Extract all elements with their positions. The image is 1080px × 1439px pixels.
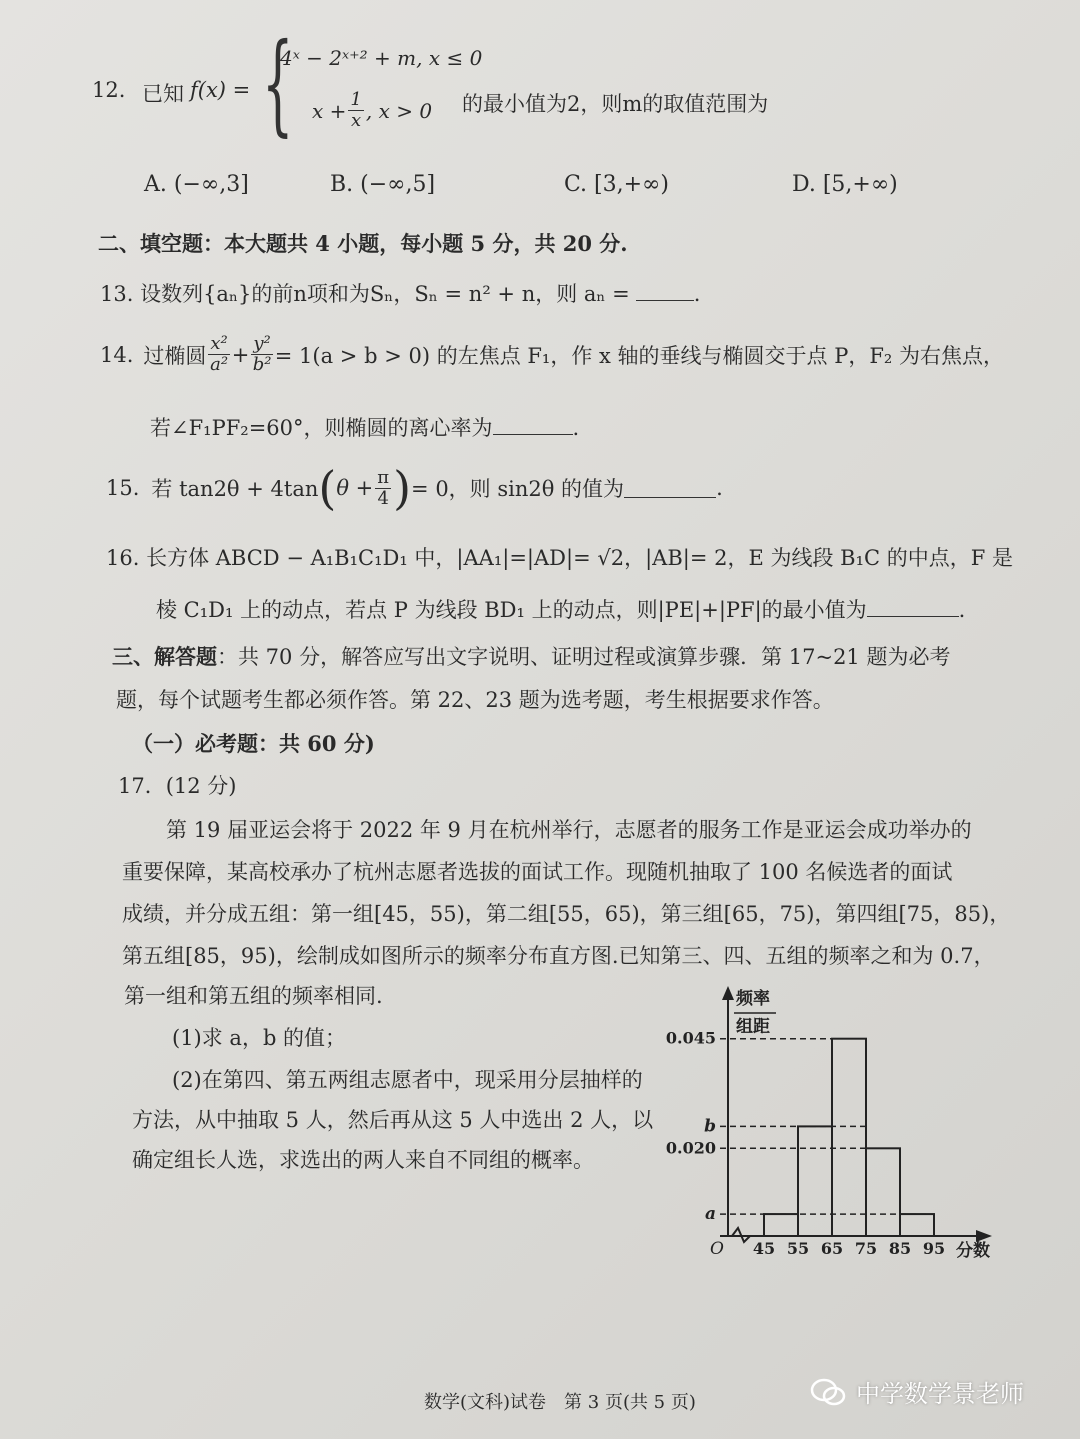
- q13-end: .: [693, 282, 701, 306]
- q12-fraction: [348, 90, 363, 131]
- q15-pi-den: 4: [377, 487, 389, 509]
- q14-number: 14.: [100, 342, 134, 367]
- q16-line2: [156, 594, 965, 624]
- q15-pi-num: π: [377, 466, 390, 488]
- histogram-x-axis-label: 分数: [956, 1241, 990, 1261]
- q12-case2-left: x +: [312, 98, 347, 123]
- q15-pre: 若 tan2θ + 4tan: [151, 477, 319, 501]
- q13-blank: [636, 282, 694, 301]
- q14-post: = 1(a > b > 0) 的左焦点 F₁，作 x 轴的垂线与椭圆交于点 P，F₂ 为右焦点，: [274, 343, 1005, 368]
- histogram-y-arrow: [722, 986, 734, 1000]
- q16-blank: [867, 598, 959, 617]
- q17-p4: 第五组[85，95)，绘制成如图所示的频率分布直方图.已知第三、四、五组的频率之和为 0.7，: [122, 944, 995, 968]
- section2-heading: 二、填空题：本大题共 4 小题，每小题 5 分，共 20 分.: [98, 231, 628, 256]
- section3-line1-rest: ：共 70 分，解答应写出文字说明、证明过程或演算步骤．第 17~21 题为必考: [217, 645, 951, 669]
- histogram-x-tick-label: 95: [922, 1239, 946, 1258]
- q15-right-paren: ): [393, 461, 412, 515]
- q14-end: .: [572, 416, 580, 440]
- q16-end: .: [958, 598, 966, 622]
- q12-frac-num: 1: [350, 89, 362, 110]
- histogram-bar: [832, 1039, 866, 1236]
- histogram-bar: [764, 1214, 798, 1236]
- q14-frac-y-num: y²: [253, 333, 271, 354]
- q13-body: 13. 设数列{aₙ}的前n项和为Sₙ，Sₙ = n² + n，则 aₙ =: [100, 282, 630, 306]
- section3-line2: 题，每个试题考生都必须作答。第 22、23 题为选考题，考生根据要求作答。: [116, 688, 834, 712]
- q14-frac-y: [251, 334, 272, 375]
- section3-heading: 三、解答题: [112, 644, 217, 669]
- q14-plus: +: [231, 342, 250, 367]
- q12-option-b: B. (−∞,5]: [330, 172, 436, 197]
- q12-tail: 的最小值为2，则m的取值范围为: [462, 92, 769, 116]
- q14-blank: [493, 416, 573, 435]
- histogram-x-tick-label: 55: [786, 1239, 810, 1258]
- q12-option-d: D. [5,+∞): [792, 172, 898, 197]
- histogram-x-tick-label: 85: [888, 1239, 912, 1258]
- q14-line2-text: 若∠F₁PF₂=60°，则椭圆的离心率为: [150, 416, 493, 440]
- q15-blank: [624, 479, 716, 498]
- histogram-y-tick-label: a: [704, 1204, 716, 1225]
- histogram-y-label-bottom: 组距: [736, 1017, 770, 1037]
- watermark: [810, 1374, 1024, 1409]
- q14-frac-x-num: x²: [210, 333, 228, 354]
- q15-left-paren: (: [318, 461, 337, 515]
- q15-post: = 0，则 sin2θ 的值为: [411, 477, 625, 501]
- histogram-y-tick-label: 0.020: [665, 1138, 716, 1158]
- q17-p1: 第 19 届亚运会将于 2022 年 9 月在杭州举行，志愿者的服务工作是亚运会成功举办的: [166, 818, 972, 842]
- q12-case1: 4ˣ − 2ˣ⁺² + m, x ≤ 0: [280, 46, 483, 70]
- q12-func-name: f(x) =: [190, 78, 251, 102]
- q14-pre: 过椭圆: [143, 343, 207, 368]
- q12-frac-den: x: [351, 110, 362, 131]
- q14-frac-x: [208, 334, 229, 375]
- q15-end: .: [716, 476, 723, 500]
- q17-sub2-line2: 方法，从中抽取 5 人，然后再从这 5 人中选出 2 人，以: [132, 1108, 654, 1132]
- q15-number: 15.: [106, 476, 140, 500]
- wechat-icon: [810, 1377, 846, 1407]
- q13-text: [100, 278, 700, 308]
- q16-line2-text: 棱 C₁D₁ 上的动点，若点 P 为线段 BD₁ 上的动点，则|PE|+|PF|的最小值为: [156, 598, 867, 622]
- histogram-bar: [798, 1126, 832, 1236]
- q17-header: 17．(12 分): [118, 774, 237, 798]
- histogram-origin-label: O: [710, 1239, 724, 1259]
- histogram-bar: [866, 1148, 900, 1236]
- frequency-histogram: [660, 980, 1000, 1270]
- q12-number: 12.: [92, 78, 126, 102]
- q14-line2: [150, 412, 579, 442]
- q14-frac-y-den: b²: [252, 354, 272, 375]
- q12-option-a: A. (−∞,3]: [144, 172, 249, 197]
- section3-sub: （一）必考题：共 60 分): [132, 731, 375, 756]
- q17-sub1: (1)求 a，b 的值；: [172, 1026, 347, 1050]
- q17-sub2-line1: (2)在第四、第五两组志愿者中，现采用分层抽样的: [172, 1068, 643, 1092]
- histogram-y-tick-label: b: [704, 1116, 716, 1137]
- histogram-bar: [900, 1214, 934, 1236]
- q15-pi-fraction: [375, 468, 391, 509]
- q15-line: [106, 460, 723, 516]
- histogram-x-tick-label: 45: [752, 1239, 776, 1258]
- q12-case2-right: , x > 0: [365, 98, 433, 123]
- q17-p5: 第一组和第五组的频率相同.: [124, 984, 383, 1008]
- q17-p3: 成绩，并分成五组：第一组[45，55)，第二组[55，65)，第三组[65，75)，第四组[75，85)，: [122, 902, 1011, 926]
- page-footer: 数学(文科)试卷 第 3 页(共 5 页): [424, 1392, 696, 1413]
- histogram-x-tick-label: 65: [820, 1239, 844, 1258]
- q15-inner-left: θ +: [336, 476, 374, 500]
- q12-case2: [312, 90, 432, 131]
- q12-intro: 已知: [142, 82, 184, 106]
- piecewise-brace: {: [262, 19, 294, 147]
- watermark-text: 中学数学景老师: [856, 1380, 1024, 1408]
- section3-line1: [112, 641, 950, 671]
- q16-line1: 16. 长方体 ABCD − A₁B₁C₁D₁ 中，|AA₁|=|AD|= √2，|AB|= 2，E 为线段 B₁C 的中点，F 是: [106, 546, 1013, 570]
- histogram-x-tick-label: 75: [854, 1239, 878, 1258]
- q17-sub2-line3: 确定组长人选，求选出的两人来自不同组的概率。: [132, 1148, 594, 1172]
- q17-p2: 重要保障，某高校承办了杭州志愿者选拔的面试工作。现随机抽取了 100 名候选者的面试: [122, 860, 953, 884]
- histogram-y-tick-label: 0.045: [665, 1028, 716, 1048]
- q12-option-c: C. [3,+∞): [564, 172, 669, 197]
- q14-line1: [100, 334, 1004, 375]
- histogram-y-label-top: 频率: [736, 989, 770, 1009]
- q14-frac-x-den: a²: [210, 354, 229, 375]
